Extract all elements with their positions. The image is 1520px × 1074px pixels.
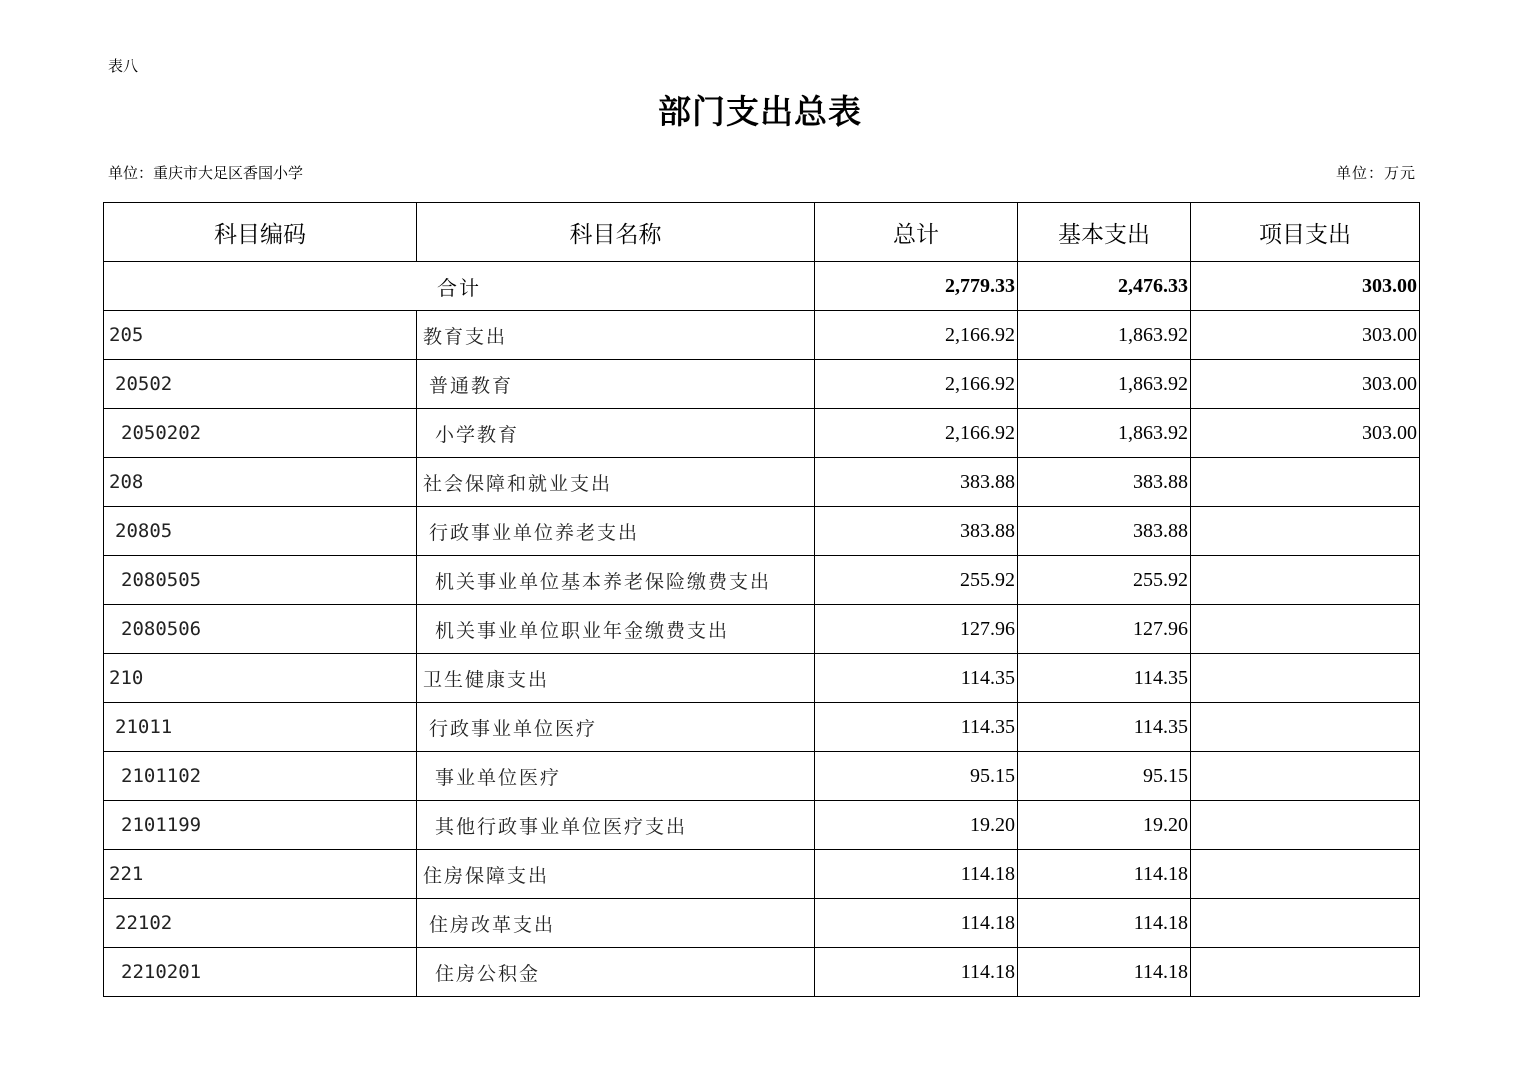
row-code: 21011 — [104, 703, 417, 752]
row-name: 行政事业单位养老支出 — [417, 507, 815, 556]
total-label: 合计 — [104, 262, 815, 311]
row-project — [1191, 458, 1420, 507]
row-project — [1191, 507, 1420, 556]
row-total: 114.18 — [815, 899, 1018, 948]
row-basic: 127.96 — [1018, 605, 1191, 654]
row-name: 小学教育 — [417, 409, 815, 458]
row-name: 机关事业单位基本养老保险缴费支出 — [417, 556, 815, 605]
row-code: 2080506 — [104, 605, 417, 654]
total-row — [104, 262, 1420, 311]
table-row — [104, 507, 1420, 556]
row-project: 303.00 — [1191, 360, 1420, 409]
row-basic: 255.92 — [1018, 556, 1191, 605]
row-total: 2,166.92 — [815, 409, 1018, 458]
row-basic: 1,863.92 — [1018, 311, 1191, 360]
row-code: 20805 — [104, 507, 417, 556]
row-code: 208 — [104, 458, 417, 507]
row-total: 19.20 — [815, 801, 1018, 850]
organization-unit-label: 单位：重庆市大足区香国小学 — [108, 164, 304, 182]
row-total: 114.35 — [815, 654, 1018, 703]
row-basic: 1,863.92 — [1018, 409, 1191, 458]
row-name: 事业单位医疗 — [417, 752, 815, 801]
row-project — [1191, 703, 1420, 752]
header-code: 科目编码 — [104, 203, 417, 262]
row-code: 22102 — [104, 899, 417, 948]
row-code: 2210201 — [104, 948, 417, 997]
row-code: 205 — [104, 311, 417, 360]
table-row — [104, 311, 1420, 360]
row-code: 2101199 — [104, 801, 417, 850]
row-code: 20502 — [104, 360, 417, 409]
row-total: 114.18 — [815, 948, 1018, 997]
table-row — [104, 605, 1420, 654]
header-project: 项目支出 — [1191, 203, 1420, 262]
row-project — [1191, 899, 1420, 948]
table-header-row — [104, 203, 1420, 262]
table-row — [104, 801, 1420, 850]
row-total: 114.35 — [815, 703, 1018, 752]
row-name: 卫生健康支出 — [417, 654, 815, 703]
row-code: 221 — [104, 850, 417, 899]
table-row — [104, 654, 1420, 703]
row-project — [1191, 850, 1420, 899]
table-row — [104, 899, 1420, 948]
row-basic: 114.35 — [1018, 654, 1191, 703]
row-code: 210 — [104, 654, 417, 703]
total-sum: 2,779.33 — [815, 262, 1018, 311]
table-row — [104, 948, 1420, 997]
table-row — [104, 752, 1420, 801]
row-code: 2050202 — [104, 409, 417, 458]
row-name: 机关事业单位职业年金缴费支出 — [417, 605, 815, 654]
table-row — [104, 458, 1420, 507]
row-basic: 114.35 — [1018, 703, 1191, 752]
header-total: 总计 — [815, 203, 1018, 262]
row-total: 95.15 — [815, 752, 1018, 801]
row-code: 2080505 — [104, 556, 417, 605]
row-project — [1191, 556, 1420, 605]
row-project: 303.00 — [1191, 409, 1420, 458]
expenditure-table — [103, 202, 1420, 997]
row-name: 住房改革支出 — [417, 899, 815, 948]
row-code: 2101102 — [104, 752, 417, 801]
row-basic: 1,863.92 — [1018, 360, 1191, 409]
row-basic: 383.88 — [1018, 458, 1191, 507]
row-total: 2,166.92 — [815, 360, 1018, 409]
row-project — [1191, 948, 1420, 997]
row-project — [1191, 605, 1420, 654]
row-name: 教育支出 — [417, 311, 815, 360]
row-name: 住房公积金 — [417, 948, 815, 997]
row-name: 其他行政事业单位医疗支出 — [417, 801, 815, 850]
row-name: 社会保障和就业支出 — [417, 458, 815, 507]
row-name: 普通教育 — [417, 360, 815, 409]
header-basic: 基本支出 — [1018, 203, 1191, 262]
row-basic: 95.15 — [1018, 752, 1191, 801]
table-number: 表八 — [108, 57, 139, 75]
row-basic: 383.88 — [1018, 507, 1191, 556]
page-title: 部门支出总表 — [658, 92, 862, 131]
total-basic: 2,476.33 — [1018, 262, 1191, 311]
total-project: 303.00 — [1191, 262, 1420, 311]
row-name: 行政事业单位医疗 — [417, 703, 815, 752]
row-total: 2,166.92 — [815, 311, 1018, 360]
table-row — [104, 703, 1420, 752]
header-name: 科目名称 — [417, 203, 815, 262]
row-project — [1191, 654, 1420, 703]
row-total: 114.18 — [815, 850, 1018, 899]
row-basic: 114.18 — [1018, 850, 1191, 899]
row-name: 住房保障支出 — [417, 850, 815, 899]
row-basic: 114.18 — [1018, 899, 1191, 948]
row-project: 303.00 — [1191, 311, 1420, 360]
table-row — [104, 850, 1420, 899]
row-basic: 114.18 — [1018, 948, 1191, 997]
row-project — [1191, 801, 1420, 850]
row-total: 255.92 — [815, 556, 1018, 605]
row-project — [1191, 752, 1420, 801]
row-total: 127.96 — [815, 605, 1018, 654]
table-row — [104, 409, 1420, 458]
table-row — [104, 556, 1420, 605]
row-basic: 19.20 — [1018, 801, 1191, 850]
row-total: 383.88 — [815, 507, 1018, 556]
row-total: 383.88 — [815, 458, 1018, 507]
table-row — [104, 360, 1420, 409]
currency-unit-label: 单位：万元 — [1335, 164, 1416, 182]
